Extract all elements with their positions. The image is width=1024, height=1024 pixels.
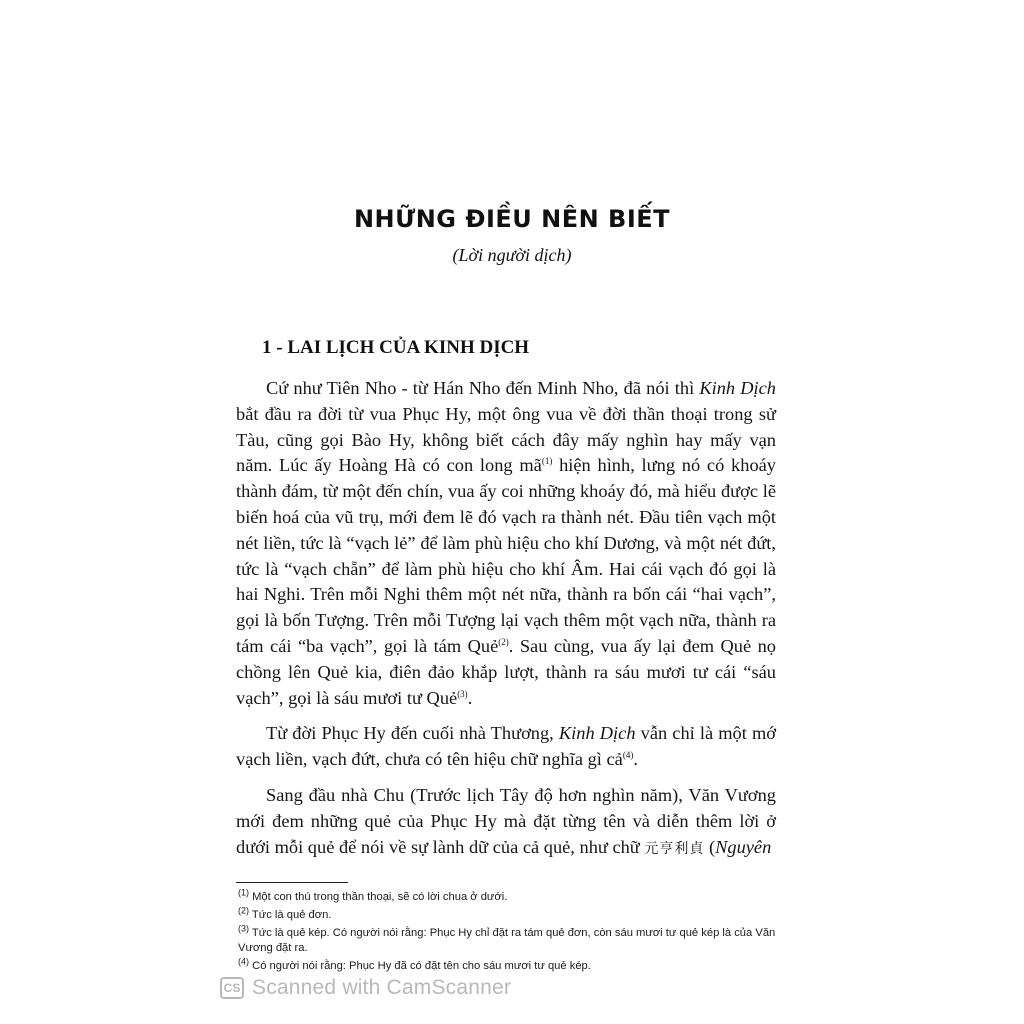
footnote-3: $^{(3)}$ Tức là quẻ kép. Có người nói rằng: Phục Hy chỉ đặt ra tám quẻ đơn, còn sáu mươi tư quẻ kép là của Văn Vương đặt ra. bbox=[238, 923, 776, 954]
footnote-ref: (1) bbox=[541, 456, 553, 467]
book-title-italic: Kinh Dịch bbox=[558, 723, 636, 744]
camscanner-watermark bbox=[220, 975, 511, 1001]
chapter-subtitle: (Lời người dịch) bbox=[452, 245, 572, 265]
footnote-1: $^{(1)}$ Một con thú trong thần thoại, sẽ có lời chua ở dưới. bbox=[238, 887, 508, 903]
footnote-2: $^{(2)}$ Tức là quẻ đơn. bbox=[238, 905, 332, 922]
footnotes bbox=[238, 887, 783, 977]
footnote-ref: (3) bbox=[457, 688, 468, 699]
body-text bbox=[236, 376, 776, 872]
footnote-divider bbox=[236, 882, 348, 883]
watermark-text: Scanned with CamScanner bbox=[252, 976, 512, 999]
paragraph-1: Cứ như Tiên Nho - từ Hán Nho đến Minh Nho, đã nói thì Kinh Dịch bắt đầu ra đời từ vua Phục Hy, một ông vua về đời thần thoại trong sử Tàu, cũng gọi Bào Hy, không biết cách đây mấy nghìn hay mấy vạn năm. Lúc ấy Hoàng Hà có con long $mã^{(1)}$ hiện hình, lưng nó có khoáy thành đám, từ một đến chín, vua ấy coi những khoáy đó, mà hiểu được lẽ biến hoá của vũ trụ, mới đem lẽ đó vạch ra thành nét. Đầu tiên vạch một nét liền, tức là “vạch lẻ” để làm phù hiệu cho khí Dương, và một nét đứt, tức là “vạch chẵn” để làm phù hiệu cho khí Âm. Hai cái vạch đó gọi là hai Nghi. Trên mỗi Nghi thêm một nét nữa, thành ra bốn cái “hai vạch”, gọi là bốn Tượng. Trên mỗi Tượng lại vạch thêm một vạch nữa, thành ra tám cái “ba vạch”, gọi là tám Quẻ$^{(2)}$. Sau cùng, vua ấy lại đem Quẻ nọ chồng lên Quẻ kia, điên đảo khắp lượt, thành ra sáu mươi tư cái “sáu vạch”, gọi là sáu mươi tư Quẻ$^{(3)}$. bbox=[236, 378, 777, 708]
section-heading: 1 - LAI LỊCH CỦA KINH DỊCH bbox=[262, 337, 530, 358]
footnote-ref: (4) bbox=[622, 750, 634, 761]
chapter-title: NHỮNG ĐIỀU NÊN BIẾT bbox=[353, 205, 671, 233]
chinese-characters: 元亨利貞 bbox=[644, 840, 705, 857]
footnote-ref: (2) bbox=[498, 636, 509, 647]
book-title-italic: Kinh Dịch bbox=[699, 378, 776, 398]
camscanner-logo-icon: CS bbox=[220, 977, 244, 999]
footnote-4: $^{(4)}$ Có người nói rằng: Phục Hy đã có đặt tên cho sáu mươi tư quẻ kép. bbox=[238, 956, 591, 972]
paragraph-2: Từ đời Phục Hy đến cuối nhà Thương, Kinh Dịch vẫn chỉ là một mớ vạch liền, vạch đứt, chưa có tên hiệu chữ nghĩa gì cả$^{(4)}$. bbox=[236, 723, 776, 770]
paragraph-3: Sang đầu nhà Chu (Trước lịch Tây độ hơn nghìn năm), Văn Vương mới đem những quẻ của Phục Hy mà đặt từng tên và diễn thêm lời ở dưới mỗi quẻ để nói về sự lành dữ của cả quẻ, như chữ 元亨利貞 (Nguyên bbox=[236, 784, 776, 857]
